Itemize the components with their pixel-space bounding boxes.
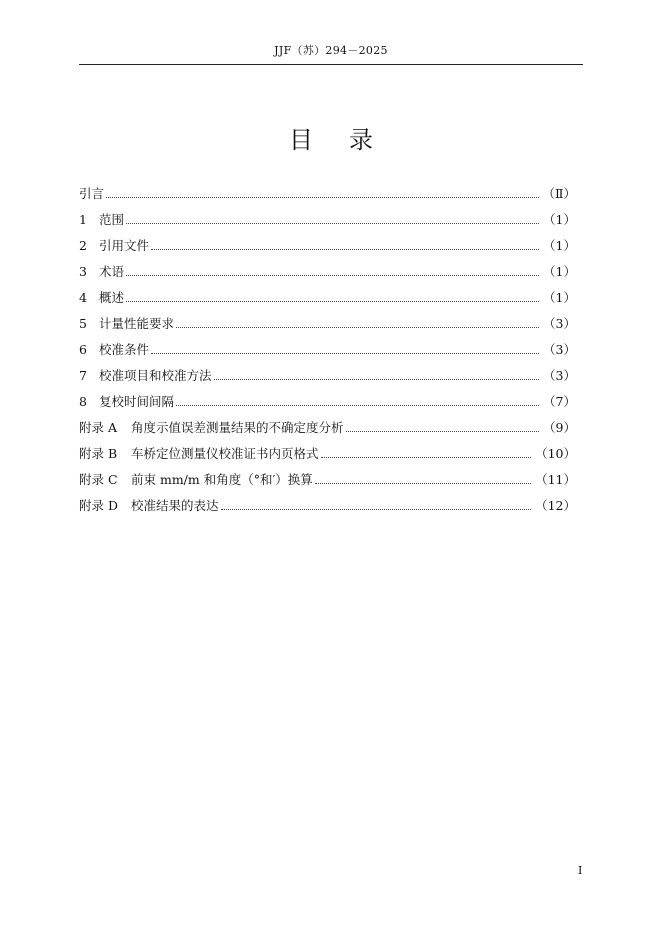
toc-entry-label: 范围: [99, 212, 125, 227]
toc-entry-7[interactable]: [79, 366, 576, 392]
table-of-contents: [79, 184, 576, 522]
toc-entry-number: 3: [79, 264, 87, 279]
toc-entry-page: （12）: [535, 498, 576, 513]
toc-entry-label: 引用文件: [99, 238, 150, 253]
dot-leader: [106, 196, 538, 198]
toc-entry-appendix-d[interactable]: [79, 496, 576, 522]
dot-leader: [346, 430, 540, 432]
dot-leader: [126, 300, 539, 302]
toc-entry-appendix-c[interactable]: [79, 470, 576, 496]
toc-entry-label: 校准结果的表达: [131, 498, 219, 513]
toc-entry-number: 附录 C: [79, 472, 118, 487]
toc-entry-number: 5: [79, 316, 87, 331]
toc-entry-label: 校准项目和校准方法: [99, 368, 212, 383]
toc-entry-page: （1）: [543, 212, 576, 227]
toc-entry-number: 8: [79, 394, 87, 409]
header-rule: [79, 64, 583, 65]
dot-leader: [176, 404, 539, 406]
toc-entry-page: （Ⅱ）: [542, 186, 576, 201]
toc-entry-2[interactable]: [79, 236, 576, 262]
toc-entry-label: 前束 mm/m 和角度（°和′）换算: [131, 472, 313, 487]
toc-entry-page: （3）: [543, 316, 576, 331]
toc-entry-appendix-b[interactable]: [79, 444, 576, 470]
toc-entry-page: （7）: [543, 394, 576, 409]
toc-entry-number: 附录 D: [79, 498, 118, 513]
toc-entry-page: （9）: [543, 420, 576, 435]
dot-leader: [151, 248, 539, 250]
toc-entry-label: 计量性能要求: [99, 316, 175, 331]
toc-entry-label: 引言: [79, 186, 105, 201]
toc-entry-label: 车桥定位测量仪校准证书内页格式: [131, 446, 319, 461]
toc-entry-8[interactable]: [79, 392, 576, 418]
toc-entry-number: 1: [79, 212, 87, 227]
page-title: 目录: [289, 126, 409, 154]
toc-entry-number: 附录 B: [79, 446, 118, 461]
toc-entry-number: 4: [79, 290, 87, 305]
dot-leader: [126, 222, 539, 224]
toc-entry-label: 复校时间间隔: [99, 394, 175, 409]
toc-entry-page: （10）: [535, 446, 576, 461]
document-code-header: JJF（苏）294－2025: [274, 44, 388, 57]
toc-entry-page: （11）: [535, 472, 576, 487]
page-number: I: [578, 864, 583, 877]
dot-leader: [221, 508, 532, 510]
toc-entry-1[interactable]: [79, 210, 576, 236]
toc-entry-page: （1）: [543, 238, 576, 253]
dot-leader: [315, 482, 531, 484]
toc-entry-label: 校准条件: [99, 342, 150, 357]
toc-entry-number: 附录 A: [79, 420, 118, 435]
toc-entry-4[interactable]: [79, 288, 576, 314]
toc-entry-5[interactable]: [79, 314, 576, 340]
toc-entry-page: （1）: [543, 264, 576, 279]
toc-entry-foreword[interactable]: [79, 184, 576, 210]
dot-leader: [126, 274, 539, 276]
toc-entry-label: 术语: [99, 264, 125, 279]
dot-leader: [321, 456, 532, 458]
toc-entry-number: 6: [79, 342, 87, 357]
toc-entry-number: 7: [79, 368, 87, 383]
toc-entry-number: 2: [79, 238, 87, 253]
toc-entry-label: 角度示值误差测量结果的不确定度分析: [131, 420, 344, 435]
dot-leader: [151, 352, 539, 354]
toc-entry-3[interactable]: [79, 262, 576, 288]
dot-leader: [176, 326, 539, 328]
toc-entry-label: 概述: [99, 290, 125, 305]
toc-entry-page: （3）: [543, 342, 576, 357]
dot-leader: [214, 378, 540, 380]
toc-entry-page: （3）: [543, 368, 576, 383]
toc-entry-page: （1）: [543, 290, 576, 305]
toc-entry-appendix-a[interactable]: [79, 418, 576, 444]
toc-entry-6[interactable]: [79, 340, 576, 366]
